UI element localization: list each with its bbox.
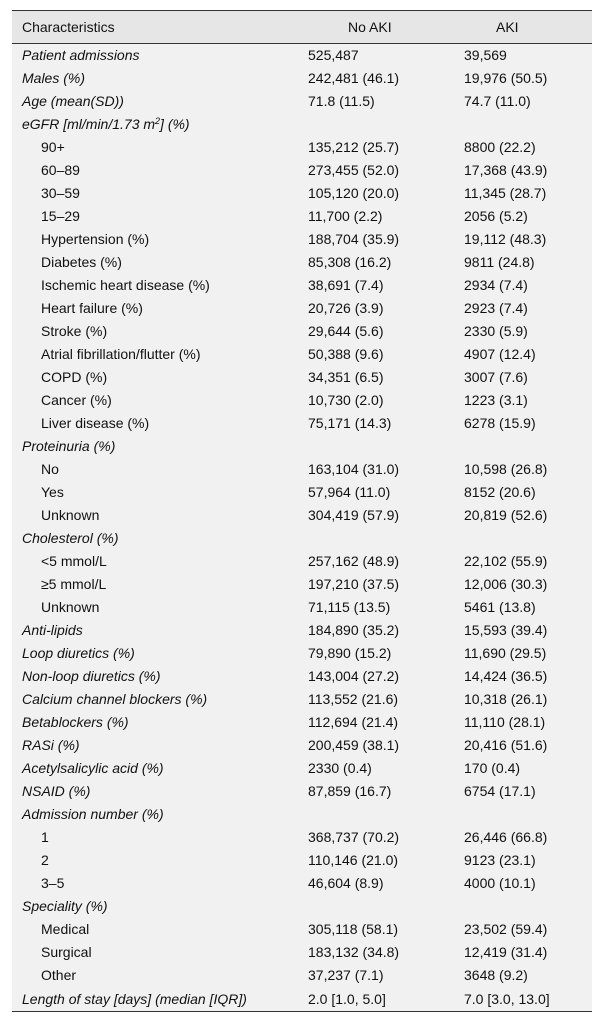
table-row [12, 205, 592, 228]
cell-no-aki: 525,487 [308, 47, 359, 64]
cell-aki [452, 113, 592, 136]
cell-aki: 1223 (3.1) [464, 392, 528, 408]
row-label [12, 527, 304, 550]
cell-aki: 20,416 (51.6) [464, 737, 548, 753]
row-label [12, 780, 304, 803]
table-row [12, 320, 592, 343]
table-header [12, 11, 592, 44]
cell-no-aki: 50,388 (9.6) [308, 346, 384, 362]
row-label-tail: ] (%) [160, 116, 190, 132]
cell-aki: 14,424 (36.5) [464, 668, 548, 684]
table-row [12, 688, 592, 711]
row-sublabel [12, 550, 304, 573]
row-label [12, 619, 304, 642]
table-row [12, 412, 592, 435]
cell-aki: 5461 (13.8) [464, 599, 536, 615]
table-row [12, 113, 592, 136]
row-sublabel [12, 481, 304, 504]
cell-no-aki: 184,890 (35.2) [308, 622, 400, 638]
row-label-text: Betablockers (%) [22, 714, 129, 730]
cell-no-aki: 46,604 (8.9) [308, 875, 384, 891]
row-label-text: Diabetes (%) [41, 254, 122, 270]
cell-aki: 19,112 (48.3) [464, 231, 547, 247]
row-sublabel [12, 159, 304, 182]
row-sublabel [12, 274, 304, 297]
row-label [12, 711, 304, 734]
cell-aki: 2056 (5.2) [464, 208, 528, 224]
cell-no-aki: 79,890 (15.2) [308, 645, 392, 661]
table-row [12, 711, 592, 734]
cell-no-aki: 273,455 (52.0) [308, 162, 400, 178]
table-row [12, 67, 592, 90]
row-label [12, 895, 304, 918]
cell-aki: 11,345 (28.7) [464, 185, 547, 201]
table-row [12, 987, 592, 1012]
row-sublabel [12, 872, 304, 895]
row-label-text: 60–89 [41, 162, 80, 178]
row-label-text: Unknown [41, 599, 100, 615]
cell-aki: 11,690 (29.5) [464, 645, 547, 661]
cell-no-aki: 304,419 (57.9) [308, 507, 400, 523]
row-label-text: Hypertension (%) [41, 231, 150, 247]
cell-no-aki [304, 803, 452, 826]
cell-no-aki: 183,132 (34.8) [308, 944, 400, 960]
row-label-text: COPD (%) [41, 369, 108, 385]
row-sublabel [12, 182, 304, 205]
cell-no-aki: 368,737 (70.2) [308, 829, 400, 845]
row-sublabel [12, 918, 304, 941]
row-sublabel [12, 389, 304, 412]
row-label-text: RASi (%) [22, 737, 80, 753]
row-label-text: 3–5 [41, 875, 65, 891]
row-sublabel [12, 320, 304, 343]
table-row [12, 941, 592, 964]
row-sublabel [12, 412, 304, 435]
row-label-text: Length of stay [days] (median [IQR]) [22, 990, 247, 1007]
table-row [12, 872, 592, 895]
row-sublabel [12, 228, 304, 251]
row-label-superscript: 2 [155, 116, 161, 126]
table-row [12, 642, 592, 665]
row-label-text: No [41, 461, 59, 477]
row-label [12, 435, 304, 458]
header-row [12, 11, 592, 44]
cell-no-aki: 143,004 (27.2) [308, 668, 400, 684]
table-row [12, 964, 592, 987]
table-row [12, 435, 592, 458]
row-label-text: Stroke (%) [41, 323, 108, 339]
row-label-text: 30–59 [41, 185, 80, 201]
characteristics-table-container [12, 10, 592, 1012]
table-row [12, 389, 592, 412]
cell-no-aki: 305,118 (58.1) [308, 921, 399, 937]
cell-no-aki: 112,694 (21.4) [308, 714, 399, 730]
cell-no-aki: 57,964 (11.0) [308, 484, 391, 500]
table-row [12, 596, 592, 619]
row-label-text: Unknown [41, 507, 100, 523]
cell-aki [452, 435, 592, 458]
cell-aki: 6278 (15.9) [464, 415, 536, 431]
cell-aki: 2330 (5.9) [464, 323, 528, 339]
row-label-text: Ischemic heart disease (%) [41, 277, 210, 293]
cell-no-aki: 29,644 (5.6) [308, 323, 384, 339]
table-row [12, 136, 592, 159]
cell-no-aki: 87,859 (16.7) [308, 783, 392, 799]
cell-aki [452, 803, 592, 826]
cell-aki: 17,368 (43.9) [464, 162, 548, 178]
row-label-text: Surgical [41, 944, 92, 960]
table-row [12, 297, 592, 320]
row-label-text: Patient admissions [22, 47, 140, 64]
row-label-text: Proteinuria (%) [22, 438, 116, 454]
row-label-text: Liver disease (%) [41, 415, 150, 431]
row-label-text: 15–29 [41, 208, 80, 224]
row-sublabel [12, 251, 304, 274]
cell-no-aki: 105,120 (20.0) [308, 185, 400, 201]
cell-no-aki [304, 527, 452, 550]
cell-no-aki: 10,730 (2.0) [308, 392, 384, 408]
cell-aki: 7.0 [3.0, 13.0] [452, 987, 592, 1012]
table-row [12, 573, 592, 596]
table-row [12, 481, 592, 504]
row-sublabel [12, 849, 304, 872]
table-row [12, 780, 592, 803]
cell-aki: 23,502 (59.4) [464, 921, 548, 937]
cell-aki: 12,419 (31.4) [464, 944, 548, 960]
table-row [12, 849, 592, 872]
cell-no-aki: 71.8 (11.5) [308, 93, 375, 109]
table-row [12, 826, 592, 849]
cell-no-aki [304, 895, 452, 918]
row-sublabel [12, 136, 304, 159]
cell-aki [452, 895, 592, 918]
cell-no-aki: 197,210 (37.5) [308, 576, 400, 592]
cell-no-aki: 11,700 (2.2) [308, 208, 383, 224]
cell-no-aki: 110,146 (21.0) [308, 852, 399, 868]
cell-aki: 11,110 (28.1) [464, 714, 546, 730]
row-label-text: 90+ [41, 139, 65, 155]
row-sublabel [12, 458, 304, 481]
cell-no-aki: 71,115 (13.5) [308, 599, 391, 615]
row-label-text: ≥5 mmol/L [41, 576, 107, 592]
cell-no-aki: 135,212 (25.7) [308, 139, 400, 155]
table-row [12, 159, 592, 182]
table-row [12, 90, 592, 113]
cell-aki: 2923 (7.4) [464, 300, 528, 316]
cell-aki: 9123 (23.1) [464, 852, 536, 868]
cell-no-aki: 85,308 (16.2) [308, 254, 392, 270]
row-sublabel [12, 205, 304, 228]
table-body [12, 44, 592, 1012]
cell-aki: 3648 (9.2) [464, 967, 528, 983]
row-sublabel [12, 297, 304, 320]
row-sublabel [12, 941, 304, 964]
cell-no-aki: 163,104 (31.0) [308, 461, 400, 477]
row-label [12, 803, 304, 826]
row-label-text: Cholesterol (%) [22, 530, 119, 546]
header-no-aki: No AKI [304, 11, 452, 44]
cell-aki: 10,598 (26.8) [464, 461, 548, 477]
row-label-text: Cancer (%) [41, 392, 112, 408]
table-row [12, 757, 592, 780]
cell-aki: 4000 (10.1) [464, 875, 536, 891]
table-row [12, 343, 592, 366]
row-label [12, 757, 304, 780]
header-aki: AKI [452, 11, 592, 44]
table-row [12, 803, 592, 826]
cell-no-aki: 2.0 [1.0, 5.0] [304, 987, 452, 1012]
row-label-text: Age (mean(SD)) [22, 93, 124, 109]
row-sublabel [12, 573, 304, 596]
row-label [12, 688, 304, 711]
table-row [12, 895, 592, 918]
cell-aki: 12,006 (30.3) [464, 576, 548, 592]
row-label-text: Yes [41, 484, 64, 500]
cell-aki: 170 (0.4) [464, 760, 521, 776]
cell-no-aki: 38,691 (7.4) [308, 277, 384, 293]
cell-aki: 20,819 (52.6) [464, 507, 548, 523]
row-label-text: eGFR [ml/min/1.73 m [22, 116, 156, 132]
cell-no-aki [304, 113, 452, 136]
row-label [12, 90, 304, 113]
row-label-text: Non-loop diuretics (%) [22, 668, 161, 684]
cell-no-aki: 37,237 (7.1) [308, 967, 384, 983]
row-label-text: 1 [41, 829, 49, 845]
cell-no-aki [304, 435, 452, 458]
row-label-text: Acetylsalicylic acid (%) [22, 760, 164, 776]
row-sublabel [12, 596, 304, 619]
cell-aki: 9811 (24.8) [464, 254, 535, 270]
cell-no-aki: 257,162 (48.9) [308, 553, 400, 569]
cell-no-aki: 20,726 (3.9) [308, 300, 384, 316]
row-sublabel [12, 366, 304, 389]
table-row [12, 458, 592, 481]
row-label-text: NSAID (%) [22, 783, 91, 799]
table-row [12, 918, 592, 941]
cell-aki: 2934 (7.4) [464, 277, 528, 293]
table-row [12, 504, 592, 527]
cell-aki: 15,593 (39.4) [464, 622, 548, 638]
row-label [12, 642, 304, 665]
cell-aki: 6754 (17.1) [464, 783, 536, 799]
row-label-text: Other [41, 967, 77, 983]
row-label-text: Loop diuretics (%) [22, 645, 135, 661]
table-row [12, 182, 592, 205]
table-row [12, 527, 592, 550]
cell-aki [452, 527, 592, 550]
row-sublabel [12, 964, 304, 987]
cell-aki: 22,102 (55.9) [464, 553, 548, 569]
row-label-text: Calcium channel blockers (%) [22, 691, 208, 707]
table-row [12, 619, 592, 642]
row-label-text: <5 mmol/L [41, 553, 107, 569]
table-row [12, 550, 592, 573]
cell-no-aki: 113,552 (21.6) [308, 691, 399, 707]
row-sublabel [12, 343, 304, 366]
cell-no-aki: 242,481 (46.1) [308, 70, 400, 86]
row-label [12, 665, 304, 688]
row-label [12, 67, 304, 90]
characteristics-table [12, 10, 592, 1012]
row-label-text: 2 [41, 852, 49, 868]
row-label-text: Atrial fibrillation/flutter (%) [41, 346, 201, 362]
row-label-text: Anti-lipids [22, 622, 83, 638]
row-sublabel [12, 504, 304, 527]
cell-aki: 4907 (12.4) [464, 346, 536, 362]
cell-aki: 19,976 (50.5) [464, 70, 548, 86]
row-label-text: Heart failure (%) [41, 300, 143, 316]
table-row [12, 274, 592, 297]
cell-no-aki: 188,704 (35.9) [308, 231, 400, 247]
cell-aki: 26,446 (66.8) [464, 829, 548, 845]
table-row [12, 44, 592, 67]
row-label-text: Medical [41, 921, 90, 937]
row-label [12, 987, 304, 1012]
cell-no-aki: 75,171 (14.3) [308, 415, 392, 431]
table-row [12, 366, 592, 389]
row-label [12, 113, 304, 136]
row-label-text: Admission number (%) [22, 806, 164, 822]
cell-no-aki: 200,459 (38.1) [308, 737, 400, 753]
table-row [12, 665, 592, 688]
row-label-text: Males (%) [22, 70, 86, 86]
table-row [12, 734, 592, 757]
row-label [12, 734, 304, 757]
row-sublabel [12, 826, 304, 849]
cell-aki: 74.7 (11.0) [464, 93, 531, 109]
cell-aki: 3007 (7.6) [464, 369, 528, 385]
row-label-text: Speciality (%) [22, 898, 108, 914]
cell-aki: 8800 (22.2) [464, 139, 536, 155]
row-label [12, 44, 304, 67]
cell-no-aki: 34,351 (6.5) [308, 369, 384, 385]
table-row [12, 251, 592, 274]
cell-aki: 10,318 (26.1) [464, 691, 548, 707]
table-row [12, 228, 592, 251]
cell-aki: 8152 (20.6) [464, 484, 536, 500]
header-characteristics: Characteristics [12, 11, 304, 44]
cell-no-aki: 2330 (0.4) [308, 760, 372, 776]
cell-aki: 39,569 [464, 47, 507, 64]
